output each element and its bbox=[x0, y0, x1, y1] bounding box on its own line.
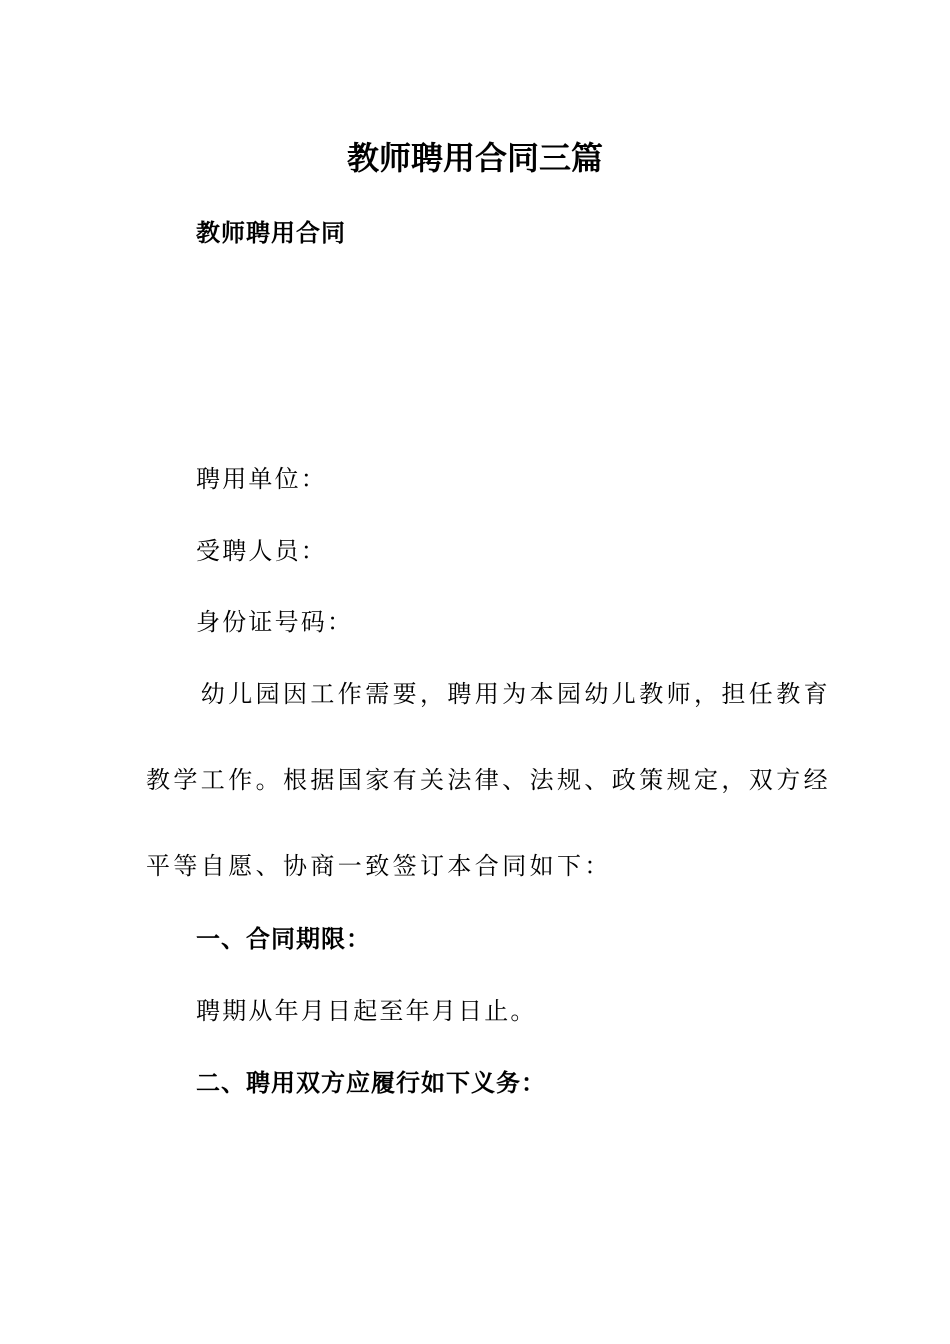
id-number-label: 身份证号码： bbox=[196, 608, 354, 636]
section-2-heading: 二、聘用双方应履行如下义务： bbox=[196, 1069, 546, 1097]
intro-paragraph-line-3: 平等自愿、协商一致签订本合同如下： bbox=[146, 852, 612, 880]
section-1-body: 聘期从年月日起至年月日止。 bbox=[196, 997, 537, 1025]
intro-paragraph-line-2: 教学工作。根据国家有关法律、法规、政策规定，双方经 bbox=[146, 766, 831, 794]
intro-paragraph-line-1: 幼儿园因工作需要，聘用为本园幼儿教师，担任教育 bbox=[146, 680, 831, 708]
section-1-heading: 一、合同期限： bbox=[196, 925, 371, 953]
employee-label: 受聘人员： bbox=[196, 537, 327, 565]
document-title: 教师聘用合同三篇 bbox=[346, 139, 603, 177]
contract-subtitle: 教师聘用合同 bbox=[196, 219, 346, 247]
employer-label: 聘用单位： bbox=[196, 465, 327, 493]
